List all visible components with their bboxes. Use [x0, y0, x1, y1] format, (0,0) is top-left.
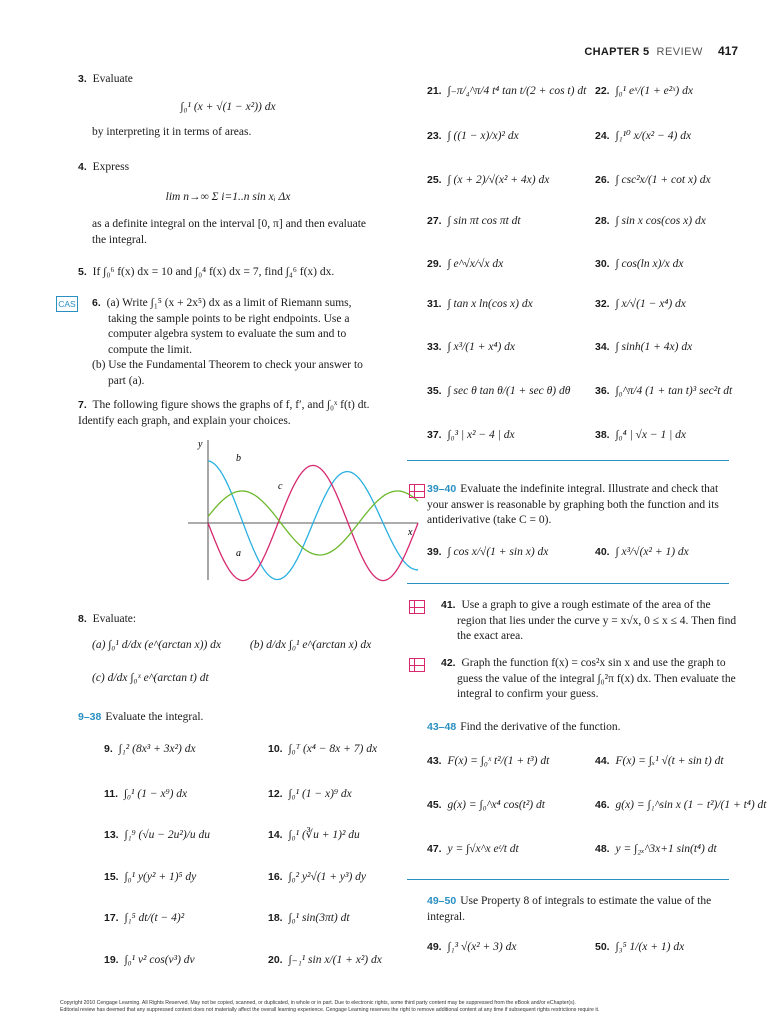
exercise-expression: ∫ ((1 − x)/x)² dx	[447, 130, 519, 142]
exercise-number: 21.	[427, 85, 442, 97]
exercise-expression: ∫₁² (8x³ + 3x²) dx	[118, 743, 196, 755]
exercise-29	[427, 257, 503, 272]
exercise-number: 32.	[595, 298, 610, 310]
exercise-13	[104, 828, 210, 843]
problem-number: 3.	[78, 73, 87, 85]
exercise-number: 10.	[268, 743, 283, 755]
exercise-expression: y = ∫√x^x eᵗ/t dt	[447, 843, 519, 855]
exercise-9	[104, 742, 196, 757]
exercise-range: 43–48	[427, 721, 457, 733]
exercise-number: 47.	[427, 843, 442, 855]
exercise-number: 11.	[104, 788, 119, 800]
exercise-expression: F(x) = ∫₀ˣ t²/(1 + t³) dt	[447, 755, 550, 767]
exercise-expression: ∫ sin x cos(cos x) dx	[615, 215, 706, 227]
x-axis-label: x	[408, 527, 413, 538]
exercise-number: 24.	[595, 130, 610, 142]
problem-5	[78, 265, 378, 281]
heading-text: Use Property 8 of integrals to estimate the value of the integral.	[427, 895, 712, 923]
exercise-number: 16.	[268, 871, 283, 883]
exercise-35	[427, 384, 570, 399]
problem-part-b: (b) Use the Fundamental Theorem to check your answer to part (a).	[92, 359, 363, 387]
exercise-number: 22.	[595, 85, 610, 97]
exercise-number: 45.	[427, 799, 442, 811]
exercise-number: 18.	[268, 912, 283, 924]
exercise-expression: ∫ sin πt cos πt dt	[447, 215, 521, 227]
problem-8	[78, 612, 378, 687]
problem-part-a: (a) Write ∫₁⁵ (x + 2x⁵) dx as a limit of Riemann sums, taking the sample points to be right endpoints. Use a computer algebra system to evaluate the sum and to compute the limit.	[106, 297, 352, 356]
figure-graphs	[178, 435, 428, 585]
exercise-number: 44.	[595, 755, 610, 767]
exercise-expression: ∫ tan x ln(cos x) dx	[447, 298, 533, 310]
exercise-27	[427, 214, 521, 229]
problem-text: The following figure shows the graphs of f, f′, and ∫₀ˣ f(t) dt. Identify each graph, and explain your choices.	[78, 399, 370, 427]
problem-text: Evaluate	[92, 73, 133, 85]
exercise-30	[595, 257, 683, 272]
exercise-18	[268, 911, 350, 926]
exercise-range: 9–38	[78, 711, 102, 723]
heading-text: Find the derivative of the function.	[460, 721, 621, 733]
exercise-number: 31.	[427, 298, 442, 310]
exercise-range: 39–40	[427, 483, 457, 495]
exercise-49	[427, 940, 516, 955]
exercise-16	[268, 870, 366, 885]
exercise-expression: ∫₋π/₄^π/4 t⁴ tan t/(2 + cos t) dt	[447, 85, 587, 97]
exercise-number: 20.	[268, 954, 283, 966]
exercise-number: 49.	[427, 941, 442, 953]
exercise-34	[595, 340, 692, 355]
exercise-expression: ∫ e^√x/√x dx	[447, 258, 504, 270]
exercise-number: 50.	[595, 941, 610, 953]
exercise-number: 17.	[104, 912, 119, 924]
exercise-number: 13.	[104, 829, 119, 841]
exercise-expression: ∫₀^π/4 (1 + tan t)³ sec²t dt	[615, 385, 733, 397]
exercise-expression: ∫ x³/√(x² + 1) dx	[615, 546, 689, 558]
exercise-32	[595, 297, 686, 312]
chapter-label: CHAPTER 5	[584, 46, 650, 58]
exercise-expression: ∫ cos x/√(1 + sin x) dx	[447, 546, 549, 558]
problem-number: 6.	[92, 297, 101, 309]
exercise-expression: F(x) = ∫ₓ¹ √(t + sin t) dt	[615, 755, 724, 767]
problem-number: 8.	[78, 613, 87, 625]
exercise-number: 29.	[427, 258, 442, 270]
problem-expression: lim n→∞ Σ i=1..n sin xᵢ Δx	[165, 190, 291, 203]
exercise-number: 40.	[595, 546, 610, 558]
exercise-12	[268, 787, 352, 802]
cas-icon: CAS	[56, 296, 78, 312]
exercise-36	[595, 384, 732, 399]
exercise-expression: ∫₀¹ y(y² + 1)⁵ dy	[124, 871, 197, 883]
exercise-expression: ∫₀ᵀ (x⁴ − 8x + 7) dx	[288, 743, 378, 755]
problem-3	[78, 72, 378, 141]
exercise-number: 38.	[595, 429, 610, 441]
exercise-number: 43.	[427, 755, 442, 767]
exercise-expression: ∫₁⁵ dt/(t − 4)²	[124, 912, 185, 924]
graphing-calculator-icon	[409, 658, 425, 672]
exercise-expression: ∫₀⁴ | √x − 1 | dx	[615, 429, 686, 441]
exercise-31	[427, 297, 533, 312]
section-heading-43-48	[427, 720, 737, 736]
exercise-23	[427, 129, 519, 144]
exercise-expression: ∫ (x + 2)/√(x² + 4x) dx	[447, 174, 550, 186]
section-heading-9-38	[78, 710, 378, 726]
exercise-10	[268, 742, 377, 757]
section-divider	[407, 583, 729, 584]
problem-text: Use a graph to give a rough estimate of the area of the region that lies under the curve y = x√x, 0 ≤ x ≤ 4. Then find the exact area.	[457, 599, 737, 642]
curve-label-b: b	[236, 453, 241, 464]
heading-text: Evaluate the indefinite integral. Illustrate and check that your answer is reasonable by graphing both the function and its antiderivative (take C = 0).	[427, 483, 719, 526]
exercise-15	[104, 870, 196, 885]
exercise-number: 46.	[595, 799, 610, 811]
exercise-43	[427, 754, 549, 769]
exercise-25	[427, 173, 549, 188]
exercise-expression: ∫₋₁¹ sin x/(1 + x²) dx	[288, 954, 382, 966]
problem-text: Evaluate:	[92, 613, 137, 625]
problem-text-continued: as a definite integral on the interval [0, π] and then evaluate the integral.	[92, 218, 367, 246]
copyright-footer	[60, 1000, 710, 1014]
exercise-number: 14.	[268, 829, 283, 841]
exercise-33	[427, 340, 515, 355]
copyright-line-1: Copyright 2010 Cengage Learning. All Rights Reserved. May not be copied, scanned, or duplicated, in whole or in part. Due to electronic rights, some third party content may be suppressed from the eBook and/or eChapter(s).	[60, 1000, 576, 1006]
exercise-number: 28.	[595, 215, 610, 227]
exercise-expression: ∫ cos(ln x)/x dx	[615, 258, 684, 270]
exercise-number: 30.	[595, 258, 610, 270]
problem-7	[78, 398, 378, 429]
exercise-20	[268, 953, 382, 968]
exercise-expression: ∫₀¹ (∛u + 1)² du	[288, 829, 360, 841]
exercise-number: 34.	[595, 341, 610, 353]
exercise-expression: ∫₁⁹ (√u − 2u²)/u du	[124, 829, 211, 841]
problem-part-a: (a) ∫₀¹ d/dx (e^(arctan x)) dx	[92, 638, 222, 651]
problem-text: Express	[92, 161, 130, 173]
exercise-37	[427, 428, 515, 443]
copyright-line-2: Editorial review has deemed that any suppressed content does not materially affect the overall learning experience. Cengage Learning reserves the right to remove additional content at any time if subsequent rights restrictions require it.	[60, 1007, 600, 1013]
exercise-19	[104, 953, 195, 968]
exercise-expression: g(x) = ∫₀^x⁴ cos(t²) dt	[447, 799, 545, 811]
exercise-24	[595, 129, 691, 144]
problem-part-c: (c) d/dx ∫₀ˣ e^(arctan t) dt	[92, 672, 209, 684]
section-label: REVIEW	[656, 46, 703, 58]
exercise-expression: y = ∫₂ₓ^3x+1 sin(t⁴) dt	[615, 843, 717, 855]
problem-part-b: (b) d/dx ∫₀¹ e^(arctan x) dx	[249, 638, 372, 651]
problem-number: 4.	[78, 161, 87, 173]
exercise-number: 37.	[427, 429, 442, 441]
curve-b	[208, 461, 418, 580]
exercise-expression: ∫₀¹ (1 − x)⁹ dx	[288, 788, 352, 800]
exercise-17	[104, 911, 184, 926]
exercise-expression: ∫₃⁵ 1/(x + 1) dx	[615, 941, 685, 953]
exercise-number: 23.	[427, 130, 442, 142]
exercise-number: 19.	[104, 954, 119, 966]
problem-number: 41.	[441, 599, 456, 611]
exercise-22	[595, 84, 693, 99]
section-heading-39-40	[427, 482, 737, 529]
exercise-number: 33.	[427, 341, 442, 353]
problem-text: Graph the function f(x) = cos²x sin x and use the graph to guess the value of the integral ∫₀²π f(x) dx. Then evaluate the integral to confirm your guess.	[457, 657, 736, 700]
exercise-47	[427, 842, 519, 857]
problem-6	[78, 296, 378, 389]
exercise-range: 49–50	[427, 895, 457, 907]
exercise-50	[595, 940, 684, 955]
problem-42	[427, 656, 737, 703]
exercise-number: 12.	[268, 788, 283, 800]
exercise-expression: ∫₀¹ v² cos(v³) dv	[124, 954, 195, 966]
exercise-expression: ∫₀¹ (1 − x⁹) dx	[123, 788, 188, 800]
exercise-number: 36.	[595, 385, 610, 397]
exercise-44	[595, 754, 724, 769]
problem-number: 5.	[78, 266, 87, 278]
exercise-expression: ∫₁¹⁰ x/(x² − 4) dx	[615, 130, 692, 142]
exercise-45	[427, 798, 545, 813]
exercise-48	[595, 842, 717, 857]
exercise-expression: ∫₀¹ eˣ/(1 + e²ˣ) dx	[615, 85, 693, 97]
exercise-14	[268, 828, 360, 843]
exercise-28	[595, 214, 706, 229]
exercise-11	[104, 787, 187, 802]
exercise-expression: ∫₀³ | x² − 4 | dx	[447, 429, 515, 441]
running-header	[584, 44, 738, 58]
section-divider	[407, 460, 729, 461]
exercise-expression: ∫ sec θ tan θ/(1 + sec θ) dθ	[447, 385, 571, 397]
exercise-expression: ∫ csc²x/(1 + cot x) dx	[615, 174, 711, 186]
exercise-expression: ∫₀¹ sin(3πt) dt	[288, 912, 350, 924]
section-divider	[407, 879, 729, 880]
exercise-number: 9.	[104, 743, 113, 755]
exercise-number: 27.	[427, 215, 442, 227]
exercise-expression: ∫₀² y²√(1 + y³) dy	[288, 871, 367, 883]
exercise-26	[595, 173, 711, 188]
exercise-38	[595, 428, 686, 443]
y-axis-label: y	[198, 439, 203, 450]
exercise-40	[595, 545, 689, 560]
exercise-number: 39.	[427, 546, 442, 558]
problem-expression: ∫₀¹ (x + √(1 − x²)) dx	[180, 100, 276, 113]
exercise-number: 48.	[595, 843, 610, 855]
problem-41	[427, 598, 737, 645]
exercise-21	[427, 84, 586, 99]
graphing-calculator-icon	[409, 484, 425, 498]
problem-number: 42.	[441, 657, 456, 669]
exercise-39	[427, 545, 548, 560]
problem-4	[78, 160, 378, 248]
exercise-expression: g(x) = ∫₁^sin x (1 − t²)/(1 + t⁴) dt	[615, 799, 767, 811]
exercise-expression: ∫₁³ √(x² + 3) dx	[447, 941, 517, 953]
exercise-expression: ∫ x³/(1 + x⁴) dx	[447, 341, 516, 353]
exercise-46	[595, 798, 766, 813]
graphing-calculator-icon	[409, 600, 425, 614]
problem-text-continued: by interpreting it in terms of areas.	[92, 126, 252, 138]
exercise-expression: ∫ sinh(1 + 4x) dx	[615, 341, 693, 353]
curve-label-a: a	[236, 548, 241, 559]
page-number: 417	[717, 44, 738, 58]
exercise-number: 15.	[104, 871, 119, 883]
exercise-number: 25.	[427, 174, 442, 186]
problem-number: 7.	[78, 399, 87, 411]
exercise-number: 26.	[595, 174, 610, 186]
exercise-expression: ∫ x/√(1 − x⁴) dx	[615, 298, 686, 310]
section-heading-49-50	[427, 894, 737, 925]
problem-text: If ∫₀⁶ f(x) dx = 10 and ∫₀⁴ f(x) dx = 7, find ∫₄⁶ f(x) dx.	[92, 266, 335, 278]
curve-label-c: c	[278, 481, 283, 492]
exercise-number: 35.	[427, 385, 442, 397]
heading-text: Evaluate the integral.	[105, 711, 204, 723]
